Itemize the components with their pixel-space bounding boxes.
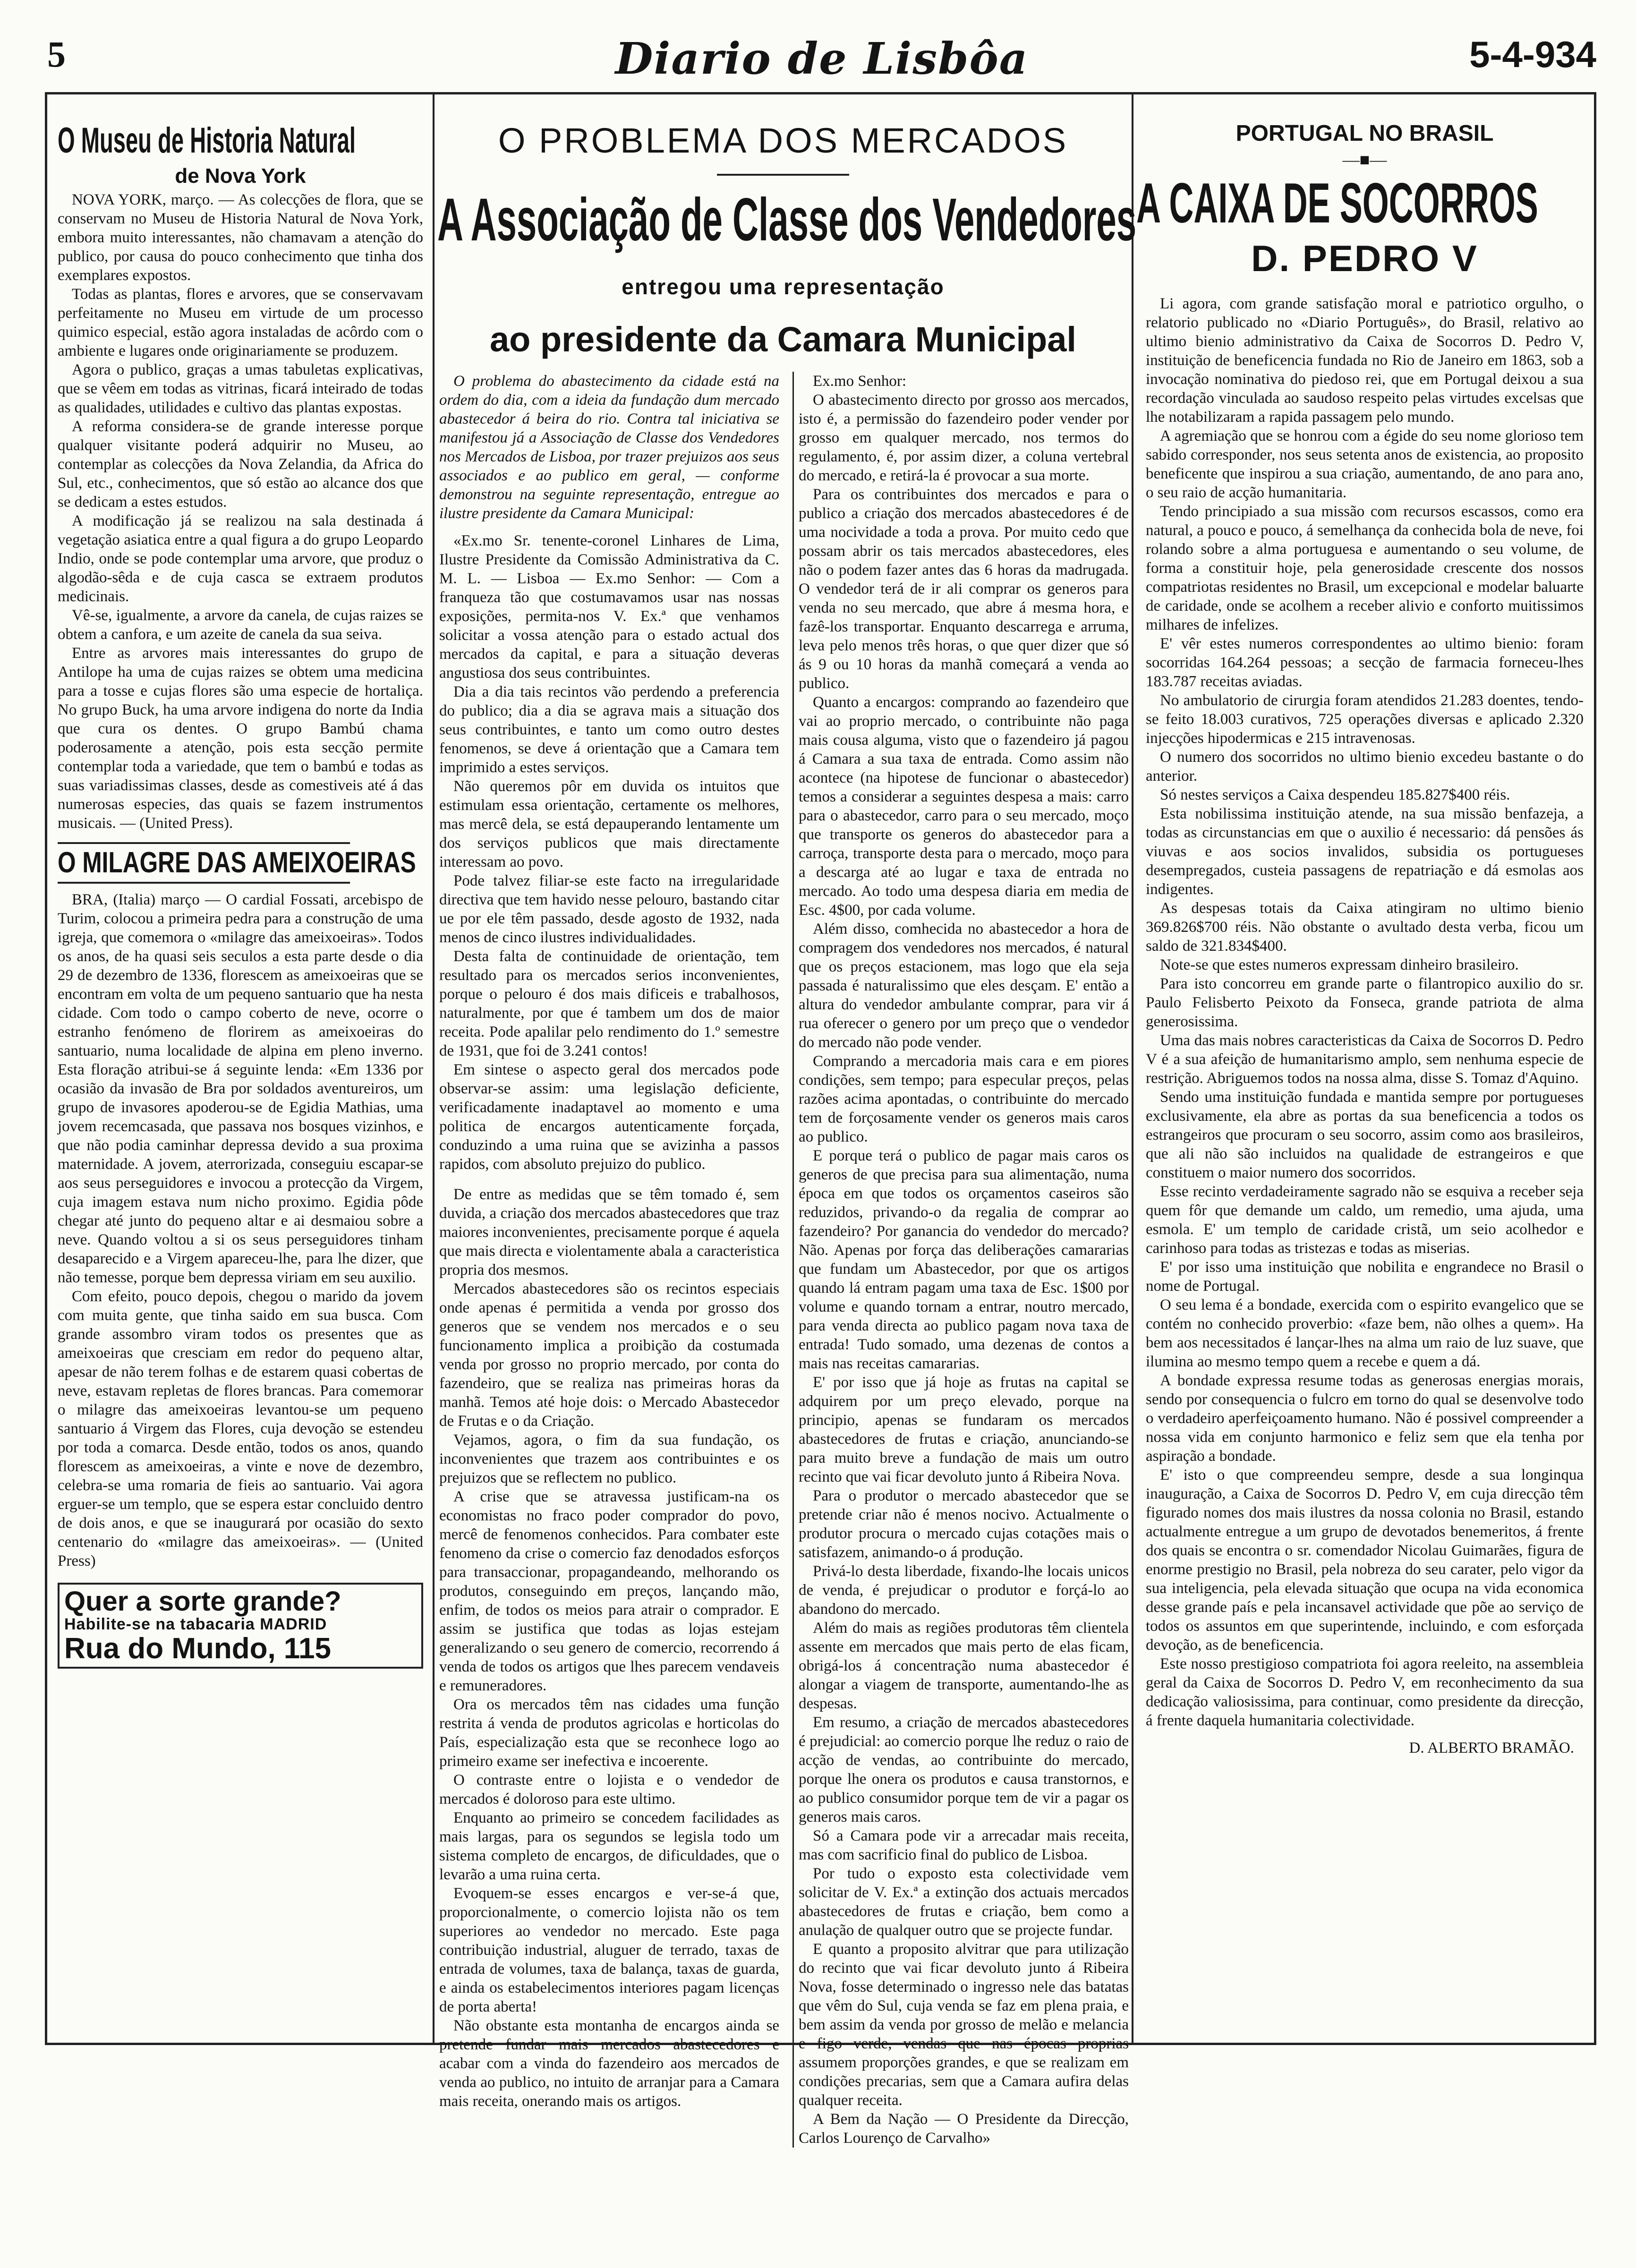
paragraph: O abastecimento directo por grosso aos mercados, isto é, a permissão do fazendeiro poder vender por grosso em qualquer mercado, nos termos do regulamento, é, por assim dizer, a coluna vertebral do mercado, e retirá-la é provocar a sua morte. — [799, 392, 1129, 484]
newspaper-title: Diario de Lisbôa — [615, 33, 1029, 84]
paragraph: Li agora, com grande satisfação moral e patriotico orgulho, o relatorio publicado no «Diario Português», do Brasil, relativo ao ultimo bienio administrativo da Caixa de Socorros D. Pedro V, instituição de beneficencia fundada no Rio de Janeiro em 1863, sob a invocação nominativa do piedoso rei, que em Portugal deixou a sua recordação vinculada ao saudoso respeito pelas virtudes excelsas que lhe notabilizaram a rapida passagem pelo mundo. — [1146, 295, 1584, 426]
ornament-divider: —■— — [1342, 150, 1387, 169]
ad-line-1: Quer a sorte grande? — [64, 1586, 341, 1617]
paragraph: Ora os mercados têm nas cidades uma função restrita á venda de produtos agricolas e horticolas do País, especialização esta que se reconhece logo ao primeiro exame ser inefectiva e incoerente. — [439, 1696, 779, 1770]
caixa-headline: A CAIXA DE SOCORROS — [1136, 171, 1538, 235]
paragraph: Mercados abastecedores são os recintos especiais onde apenas é permitida a venda por grosso dos generos que se vendem nos mercados e o seu funcionamento implica a proibição da costumada venda por grosso no proprio mercado, por conta do fazendeiro, que se realiza nas primeiras horas da manhã. Temos até hoje dois: o Mercado Abastecedor de Frutas e o da Criação. — [439, 1280, 779, 1430]
paragraph: Note-se que estes numeros expressam dinheiro brasileiro. — [1160, 956, 1519, 973]
paragraph: Quanto a encargos: comprando ao fazendeiro que vai ao proprio mercado, o contribuinte não paga mais cousa alguma, visto que o fazendeiro já pagou á Camara a sua taxa de entrada. Como assim não acontece (na hipotese de funcionar o abastecedor) temos a considerar a seguintes despesa a mais: carro para o abastecedor, carro para o seu mercado, moço que transporte os generos do abastecedor para a carroça, transporte desta para o mercado, moço para a descarga até ao lugar e taxa de entrada no mercado. Ao todo uma despesa diaria em media de Esc. 4$00, por cada volume. — [799, 694, 1129, 919]
paragraph: Vejamos, agora, o fim da sua fundação, os inconvenientes que trazem aos contribuintes e os prejuizos que se reflectem no publico. — [439, 1432, 779, 1486]
museum-article-body — [58, 190, 423, 833]
ad-line-3: Rua do Mundo, 115 — [64, 1632, 331, 1665]
caixa-article-body — [1146, 294, 1584, 1730]
paragraph: A bondade expressa resume todas as generosas energias morais, sendo por consequencia o fulcro em torno do qual se desenvolve todo o verdadeiro aperfeiçoamento humano. Não é possivel compreender a nossa vida em conjunto harmonico e feliz sem que ela tenha por aspiração a bondade. — [1146, 1372, 1584, 1465]
paragraph: A modificação já se realizou na sala destinada á vegetação asiatica entre a qual figura a do grupo Leopardo Indio, onde se pode contemplar uma arvore, que produz o algodão-sêda e de cuja casca se extraem produtos medicinais. — [58, 512, 423, 605]
paragraph: Esse recinto verdadeiramente sagrado não se esquiva a receber seja quem fôr que demande um caldo, um remedio, uma ajuda, uma esmola. E' um templo de caridade cristã, um seio acolhedor e carinhoso para todas as tristezas e todas as miserias. — [1146, 1183, 1584, 1257]
paragraph: NOVA YORK, março. — As colecções de flora, que se conservam no Museu de Historia Natural de Nova York, embora muito interessantes, não chamavam a atenção do publico, por causa do pouco conhecimento que tinha dos exemplares expostos. — [58, 191, 423, 284]
markets-kicker: O PROBLEMA DOS MERCADOS — [498, 121, 1068, 160]
right-column — [1133, 94, 1594, 2043]
paragraph: O seu lema é a bondade, exercida com o espirito evangelico que se contém no conhecido proverbio: «faze bem, não olhes a quem». Ha bem aos necessitados é lançar-lhes na alma um raio de luz suave, que ilumina ao mesmo tempo quem a recebe e quem a dá. — [1146, 1296, 1584, 1370]
museum-subhead: de Nova York — [175, 164, 306, 188]
paragraph: De entre as medidas que se têm tomado é, sem duvida, a criação dos mercados abastecedores que traz maiores inconvenientes, precisamente porque é aquela que mais directa e violentamente abala a caracteristica propria dos mesmos. — [439, 1186, 779, 1279]
page-frame — [45, 92, 1596, 2147]
paragraph: Uma das mais nobres caracteristicas da Caixa de Socorros D. Pedro V é a sua afeição de humanitarismo amplo, sem nenhuma especie de restrição. Abriguemos todos na nossa alma, disse S. Tomaz d'Aquino. — [1146, 1032, 1584, 1087]
paragraph: Entre as arvores mais interessantes do grupo de Antilope ha uma de cujas raizes se obtem uma medicina para a tosse e cujas flores são uma especie de hortaliça. No grupo Buck, ha uma arvore indigena do norte da India que cura os dentes. O grupo Bambú chama poderosamente a atenção, pois esta secção permite contemplar toda a variedade, que tem o bambú e todas as suas variadissimas classes, desde as comestiveis até á das numerosas especies, das quais se fazem instrumentos musicais. — (United Press). — [58, 645, 423, 832]
page-number: 5 — [47, 34, 66, 75]
paragraph: Enquanto ao primeiro se concedem facilidades as mais largas, para os segundos se legisla todo um sistema completo de encargos, de dificuldades, que o levarão a uma ruina certa. — [439, 1809, 779, 1883]
caixa-subhead: D. PEDRO V — [1251, 238, 1478, 279]
paragraph: Tendo principiado a sua missão com recursos escassos, como era natural, a pouco e pouco, á semelhança da conhecida bola de neve, foi rolando sobre a alma portuguesa e aumentando o seu volume, de forma a constituir hoje, pela generosidade crescente dos nossos compatriotas residentes no Brasil, um excepcional e modelar baluarte de caridade, onde se acolhem a receber alivio e conforto muitissimos milhares de infelizes. — [1146, 503, 1584, 633]
paragraph: E porque terá o publico de pagar mais caros os generos de que precisa para sua alimentação, numa época em que todos os orçamentos caseiros são reduzidos, privando-o da regalia de comprar ao fazendeiro? Por ganancia do vendedor do mercado? Não. Apenas por força das deliberações camararias que fundam um Abastecedor, por que os artigos quando lá entram pagam uma taxa de Esc. 1$00 por volume e quando tornam a entrar, noutro mercado, para venda directa ao publico pagam nova taxa de entrada! Tudo somado, uma dezenas de contos a mais nas receitas camararias. — [799, 1147, 1129, 1372]
paragraph: Em sintese o aspecto geral dos mercados pode observar-se assim: uma legislação deficiente, verificadamente inadaptavel ao momento e uma politica de encargos autenticamente forçada, conduzindo a uma ruina que se avizinha a passos rapidos, com absoluto prejuizo do publico. — [439, 1061, 779, 1173]
paragraph: Para os contribuintes dos mercados e para o publico a criação dos mercados abastecedores é de uma nocividade a toda a prova. Por muito cedo que possam abrir os tais mercados abastecedores, eles não o podem fazer antes das 6 horas da madrugada. O vendedor terá de ir ali comprar os generos para venda no seu mercado, que abre á mesma hora, e fazê-los transportar. Enquanto descarrega e arruma, leva pelo menos três horas, o que quer dizer que só ás 9 ou 10 horas da manhã começará a venda ao publico. — [799, 486, 1129, 692]
paragraph: Para o produtor o mercado abastecedor que se pretende criar não é menos nocivo. Actualmente o produtor procura o mercado cujas cotações mais o satisfazem, animando-o á produção. — [799, 1487, 1129, 1561]
paragraph: Por tudo o exposto esta colectividade vem solicitar de V. Ex.ª a extinção dos actuais mercados abastecedores de frutas e criação, bem como a anulação de qualquer outro que se projecte fundar. — [799, 1865, 1129, 1939]
left-column — [47, 94, 435, 2043]
paragraph: Não queremos pôr em duvida os intuitos que estimulam essa orientação, certamente os melhores, mas mercê dela, se está depauperando lentamente um dos serviços publicos que mais directamente interessam ao povo. — [439, 778, 779, 870]
tobacco-shop-advertisement — [58, 1583, 423, 1669]
paragraph: Comprando a mercadoria mais cara e em piores condições, sem tempo; para especular preços, pelas razões acima apontadas, o contribuinte do mercado tem de forçosamente vender os generos mais caros ao publico. — [799, 1053, 1129, 1145]
paragraph: Vê-se, igualmente, a arvore da canela, de cujas raizes se obtem a canfora, e um azeite de canela da sua seiva. — [58, 607, 423, 643]
paragraph: Dia a dia tais recintos vão perdendo a preferencia do publico; dia a dia se agrava mais a situação dos seus contribuintes, e tanto um como outro destes fenomenos, se deve á orientação que a Camara tem imprimido a estes serviços. — [439, 683, 779, 776]
markets-column-1 — [439, 372, 779, 2111]
miracle-article-body — [58, 890, 423, 1570]
paragraph: As despesas totais da Caixa atingiram no ultimo bienio 369.826$700 réis. Não obstante o avultado desta verba, ficou um saldo de 321.834$400. — [1146, 900, 1584, 955]
paragraph: Evoquem-se esses encargos e ver-se-á que, proporcionalmente, o comercio lojista não os tem superiores ao vendedor no mercado. Este paga contribuição industrial, aluguer de terrado, taxas de entrada de volumes, taxa de balança, taxas de guarda, e ainda os estabelecimentos interiores pagam licenças de porta aberta! — [439, 1885, 779, 2015]
paragraph: Pode talvez filiar-se este facto na irregularidade directiva que tem havido nesse pelouro, bastando citar ue por ele têm passado, desde agosto de 1932, nada menos de cinco ilustres individualidades. — [439, 872, 779, 946]
paragraph: Esta nobilissima instituição atende, na sua missão benfazeja, a todas as circunstancias em que o auxilio é necessario: dá pensões ás viuvas e aos socios invalidos, subsidia os portugueses desempregados, custeia passagens de repatriação e dá esmolas aos indigentes. — [1146, 805, 1584, 898]
paragraph: Todas as plantas, flores e arvores, que se conservavam perfeitamente no Museu em virtude de um processo quimico especial, estão agora instaladas de acôrdo com o ambiente e lugares onde originariamente se produzem. — [58, 286, 423, 359]
issue-date: 5-4-934 — [1469, 34, 1596, 75]
paragraph: Privá-lo desta liberdade, fixando-lhe locais unicos de venda, é prejudicar o produtor e forçá-lo ao abandono do mercado. — [799, 1563, 1129, 1618]
paragraph: A reforma considera-se de grande interesse porque qualquer visitante poderá adquirir no Museu, ao contemplar as colecções da Nova Zelandia, da Africa do Sul, etc., conhecimentos, que só estão ao alcance dos que se dedicam a estes estudos. — [58, 418, 423, 511]
markets-headline: A Associação de Classe dos Vendedores — [437, 186, 1137, 254]
ad-line-2: Habilite-se na tabacaria MADRID — [64, 1615, 327, 1633]
museum-headline: O Museu de Historia Natural — [58, 120, 356, 161]
paragraph: Para isto concorreu em grande parte o filantropico auxilio do sr. Paulo Felisberto Peixoto da Fonseca, grande patriota de alma generosissima. — [1146, 975, 1584, 1030]
paragraph: Além disso, comhecida no abastecedor a hora de compragem dos vendedores nos mercados, é natural que os preços estacionem, mas logo que ela seja passada é naturalissimo que eles desçam. E' então a altura do vendedor ambulante comprar, para vir á rua oferecer o genero por um preço que o vendedor do mercado não pode vender. — [799, 921, 1129, 1051]
paragraph: E' por isso uma instituição que nobilita e engrandece no Brasil o nome de Portugal. — [1146, 1259, 1584, 1295]
paragraph: BRA, (Italia) março — O cardial Fossati, arcebispo de Turim, colocou a primeira pedra para a construção de uma igreja, que comemora o «milagre das ameixoeiras». Todos os anos, de ha quasi seis seculos a esta parte desde o dia 29 de dezembro de 1336, florescem as ameixoeiras que se encontram em volta de um pequeno santuario que ha nesta cidade. Com todo o campo coberto de neve, ocorre o estranho fenómeno de florirem as ameixoeiras do santuario, numa localidade de alpina em pleno inverno. Esta floração atribui-se á seguinte lenda: «Em 1336 por ocasião da invasão de Bra por soldados aventureiros, um grupo de invasores apoderou-se de Egidia Mathias, uma jovem recemcasada, que passava nos bosques vizinhos, e que não podia caminhar depressa devido a sua proxima maternidade. A jovem, aterrorizada, conseguiu escapar-se aos seus perseguidores e invocou a protecção da Virgem, cuja imagem estava num nicho proximo. Egidia pôde chegar até junto do pequeno altar e ai desmaiou sobre a neve. Quando voltou a si os seus perseguidores tinham desaparecido e a Virgem apareceu-lhe, para lhe dizer, que não temesse, porque bem depressa viriam em seu auxilio. — [58, 891, 423, 1286]
paragraph: Sendo uma instituição fundada e mantida sempre por portugueses exclusivamente, ela abre as portas da sua beneficencia a todos os estrangeiros que procuram o seu socorro, assim como aos brasileiros, que ali não são incluidos na qualidade de estrangeiros e que constituem o maior numero dos socorridos. — [1146, 1089, 1584, 1181]
paragraph: Só a Camara pode vir a arrecadar mais receita, mas com sacrificio final do publico de Lisboa. — [799, 1827, 1129, 1863]
divider-rule — [717, 174, 849, 176]
brazil-kicker: PORTUGAL NO BRASIL — [1236, 121, 1494, 146]
signature-paragraph: A Bem da Nação — O Presidente da Direcção, Carlos Lourenço de Carvalho» — [799, 2111, 1129, 2147]
markets-column-2 — [792, 372, 1129, 2148]
markets-subhead-2: ao presidente da Camara Municipal — [490, 320, 1076, 359]
paragraph: O numero dos socorridos no ultimo bienio excedeu bastante o do anterior. — [1146, 749, 1584, 784]
paragraph: Desta falta de continuidade de orientação, tem resultado para os mercados serios inconvenientes, porque o pelouro é dos mais dificeis e trabalhosos, naturalmente, por que é tambem um dos de maior receita. Pode apalilar pelo rendimento do 1.º semestre de 1931, que foi de 3.241 contos! — [439, 948, 779, 1059]
paragraph: Este nosso prestigioso compatriota foi agora reeleito, na assembleia geral da Caixa de Socorros D. Pedro V, em reconhecimento da sua dedicação valiosissima, para continuar, como presidente da direcção, á frente daquela humanitaria colectividade. — [1146, 1655, 1584, 1729]
paragraph: Não obstante esta montanha de encargos ainda se pretende fundar mais mercados abastecedores e acabar com a vinda do fazendeiro aos mercados de venda ao publico, no intuito de arranjar para a Camara mais receita, onerando mais os artigos. — [439, 2017, 779, 2110]
paragraph: Além do mais as regiões produtoras têm clientela assente em mercados que mais perto de elas ficam, obrigá-los á concentração numa abastecedor é alongar a viagem de transporte, aumentando-lhe as despesas. — [799, 1620, 1129, 1712]
paragraph: E' vêr estes numeros correspondentes ao ultimo bienio: foram socorridas 164.264 pessoas; a secção de farmacia forneceu-lhes 183.787 receitas aviadas. — [1146, 635, 1584, 690]
miracle-headline: O MILAGRE DAS AMEIXOEIRAS — [58, 842, 350, 884]
paragraph: Só nestes serviços a Caixa despendeu 185.827$400 réis. — [1160, 786, 1510, 803]
paragraph: E quanto a proposito alvitrar que para utilização do recinto que vai ficar devoluto junto á Ribeira Nova, fosse determinado o ingresso nele das batatas que vêm do Sul, cuja venda se faz em plena praia, e bem assim da venda por grosso de melão e melancia e figo verde, vendas que nas épocas proprias assumem proporções grandes, e que se realizam em condições precarias, sem que a Camara aufira delas qualquer receita. — [799, 1941, 1129, 2109]
paragraph: Com efeito, pouco depois, chegou o marido da jovem com muita gente, que tinha saido em sua busca. Com grande assombro viram todos os presentes que as ameixoeiras que cresciam em redor do pequeno altar, apesar de não terem folhas e de estarem quasi cobertas de neve, estavam repletas de flores brancas. Para comemorar o milagre das ameixoeiras levantou-se um pequeno santuario á Virgem das Flores, cuja devoção se estendeu por toda a comarca. Desde então, todos os anos, quando florescem as ameixoeiras, a vinte e nove de dezembro, celebra-se uma romaria de fieis ao santuario. Vai agora erguer-se um templo, que se espera estar concluido dentro de dois anos, e que se inaugurará por ocasião do sexto centenario do «milagre das ameixoeiras». — (United Press) — [58, 1288, 423, 1569]
middle-column — [435, 94, 1137, 2147]
paragraph: «Ex.mo Sr. tenente-coronel Linhares de Lima, Ilustre Presidente da Comissão Administrativa da C. M. L. — Lisboa — Ex.mo Senhor: — Com a franqueza tão que costumavamos usar nas nossas exposições, permita-nos V. Ex.ª que venhamos solicitar a vossa atenção para o estado actual dos mercados da capital, e para a situação deveras angustiosa dos seus contribuintes. — [439, 532, 779, 682]
markets-subhead-1: entregou uma representação — [622, 274, 945, 299]
paragraph: Agora o publico, graças a umas tabuletas explicativas, que se vêem em todas as vitrinas, ficará inteirado de todas as qualidades, utilidades e cultivo das plantas expostas. — [58, 361, 423, 416]
intro-paragraph: O problema do abastecimento da cidade está na ordem do dia, com a ideia da fundação dum mercado abastecedor á beira do rio. Contra tal iniciativa se manifestou já a Associação de Classe dos Vendedores nos Mercados de Lisboa, por trazer prejuizos aos seus associados e ao publico em geral, — conforme demonstrou na seguinte representação, entregue ao ilustre presidente da Camara Municipal: — [439, 373, 779, 522]
author-signature: D. ALBERTO BRAMÃO. — [1409, 1739, 1574, 1756]
markets-article-columns — [439, 372, 1129, 2147]
paragraph: Ex.mo Senhor: — [813, 373, 906, 390]
paragraph: E' isto o que compreendeu sempre, desde a sua longinqua inauguração, a Caixa de Socorros D. Pedro V, em cuja direcção têm figurado nomes dos mais ilustres da nossa colonia no Brasil, estando actualmente entregue a um grupo de devotados benemeritos, á frente dos quais se encontra o sr. comendador Nicolau Guimarães, figura de enorme prestigio no Brasil, pela nobreza do seu carater, pelo vigor da sua inteligencia, pela elevada situação que ocupa na vida economica desse grande país e pela incansavel actividade que põe ao serviço de todos os assuntos em que superintende, incluindo, e com esforçada devoção, as de beneficencia. — [1146, 1467, 1584, 1654]
paragraph: A crise que se atravessa justificam-na os economistas no fraco poder comprador do povo, mercê de fenomenos conhecidos. Para combater este fenomeno da crise o comercio faz denodados esforços para transaccionar, propagandeando, melhorando os produtos, conseguindo em preços, lançando mão, enfim, de todos os meios para atrair o comprador. E assim se justifica que todas as lojas estejam generalizando o seu genero de comercio, recorrendo á venda de todos os artigos que lhes parecem vendaveis e remuneradores. — [439, 1488, 779, 1694]
paragraph: E' por isso que já hoje as frutas na capital se adquirem por um preço elevado, porque na principio, apenas se fundaram os mercados abastecedores de frutas e criação, anunciando-se para muito breve a fundação de mais um outro recinto que vai ficar devoluto junto á Ribeira Nova. — [799, 1374, 1129, 1485]
paragraph: A agremiação que se honrou com a égide do seu nome glorioso tem sabido corresponder, nos seus setenta anos de existencia, ao proposito beneficente que inspirou a sua criação, aumentando, de ano para ano, o seu raio de acção humanitaria. — [1146, 427, 1584, 501]
paragraph: No ambulatorio de cirurgia foram atendidos 21.283 doentes, tendo-se feito 18.003 curativos, 725 operações diversas e aplicado 2.320 injecções hipodermicas e 215 intravenosas. — [1146, 692, 1584, 747]
paragraph: O contraste entre o lojista e o vendedor de mercados é doloroso para este ultimo. — [439, 1772, 779, 1808]
paragraph: Em resumo, a criação de mercados abastecedores é prejudicial: ao comercio porque lhe reduz o raio de acção de vendas, ao contribuinte do mercado, porque lhe onera os produtos e causa transtornos, e ao publico consumidor porque tem de vir a pagar os generos mais caros. — [799, 1714, 1129, 1825]
masthead — [47, 33, 1596, 85]
